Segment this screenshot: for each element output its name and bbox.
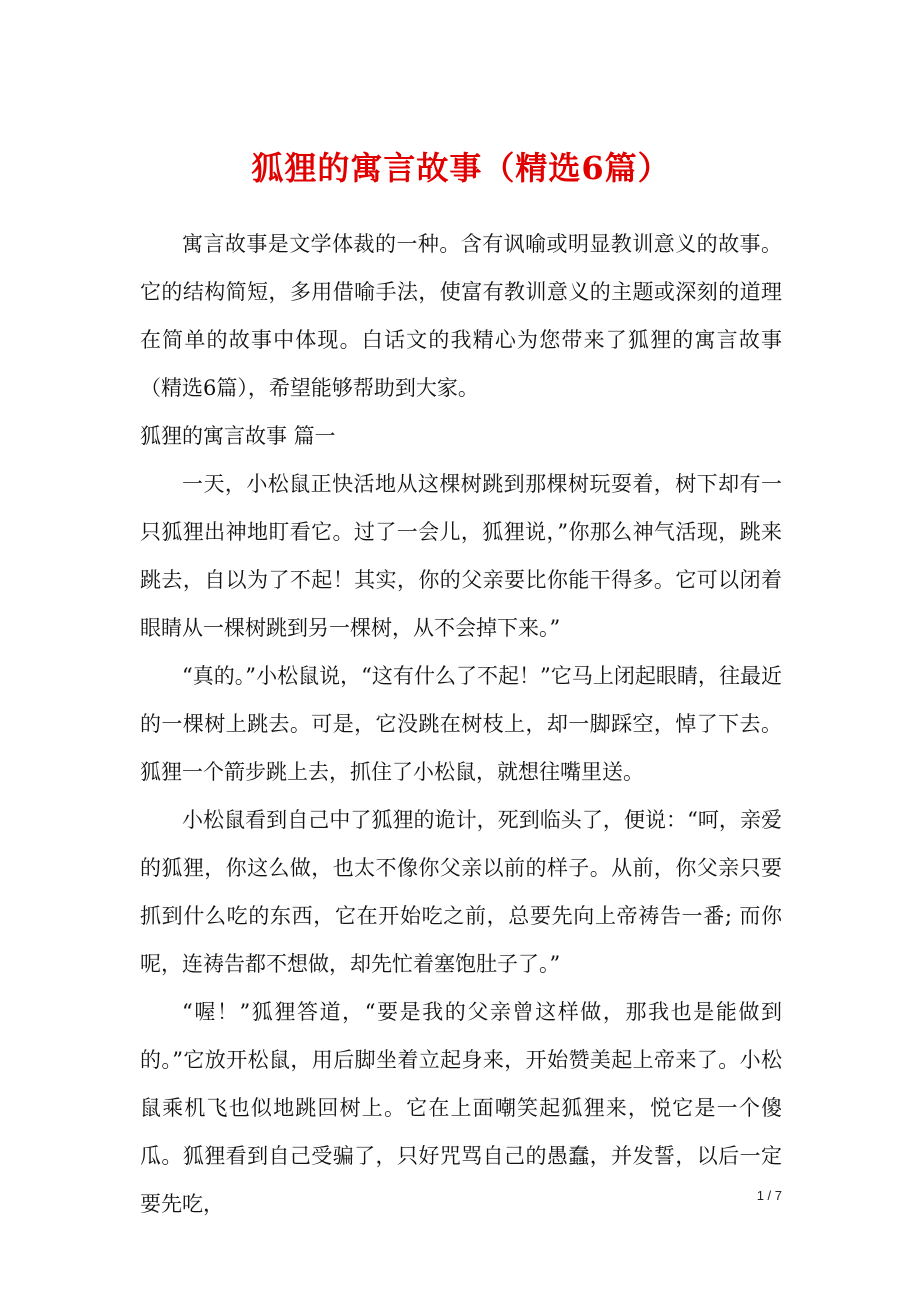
story-paragraph-4: “喔！”狐狸答道，“要是我的父亲曾这样做，那我也是能做到的。”它放开松鼠，用后脚坐着立起身来，开始赞美起上帝来了。小松鼠乘机飞也似地跳回树上。它在上面嘲笑起狐狸来，悦它是一个傻瓜。狐狸看到自己受骗了，只好咒骂自己的愚蠢，并发誓，以后一定要先吃， bbox=[140, 1000, 782, 1216]
story-paragraph-2: “真的。”小松鼠说，“这有什么了不起！”它马上闭起眼睛，往最近的一棵树上跳去。可是，它没跳在树枝上，却一脚踩空，悼了下去。狐狸一个箭步跳上去，抓住了小松鼠，就想往嘴里送。 bbox=[140, 664, 782, 784]
section-heading: 狐狸的寓言故事 篇一 bbox=[140, 424, 336, 448]
page-number: 1 / 7 bbox=[756, 1188, 782, 1203]
story-paragraph-1: 一天，小松鼠正快活地从这棵树跳到那棵树玩耍着，树下却有一只狐狸出神地盯看它。过了一会儿，狐狸说，”你那么神气活现，跳来跳去，自以为了不起！其实，你的父亲要比你能干得多。它可以闭着眼睛从一棵树跳到另一棵树，从不会掉下来。” bbox=[140, 472, 782, 640]
document-title: 狐狸的寓言故事（精选6篇） bbox=[251, 149, 671, 187]
story-paragraph-3: 小松鼠看到自己中了狐狸的诡计，死到临头了，便说：“呵，亲爱的狐狸，你这么做，也太不像你父亲以前的样子。从前，你父亲只要抓到什么吃的东西，它在开始吃之前，总要先向上帝祷告一番; 而你呢，连祷告都不想做，却先忙着塞饱肚子了。” bbox=[140, 808, 782, 976]
document-body bbox=[140, 220, 782, 1228]
intro-paragraph: 寓言故事是文学体裁的一种。含有讽喻或明显教训意义的故事。它的结构简短，多用借喻手法，使富有教训意义的主题或深刻的道理在简单的故事中体现。白话文的我精心为您带来了狐狸的寓言故事（精选6篇），希望能够帮助到大家。 bbox=[140, 232, 782, 400]
